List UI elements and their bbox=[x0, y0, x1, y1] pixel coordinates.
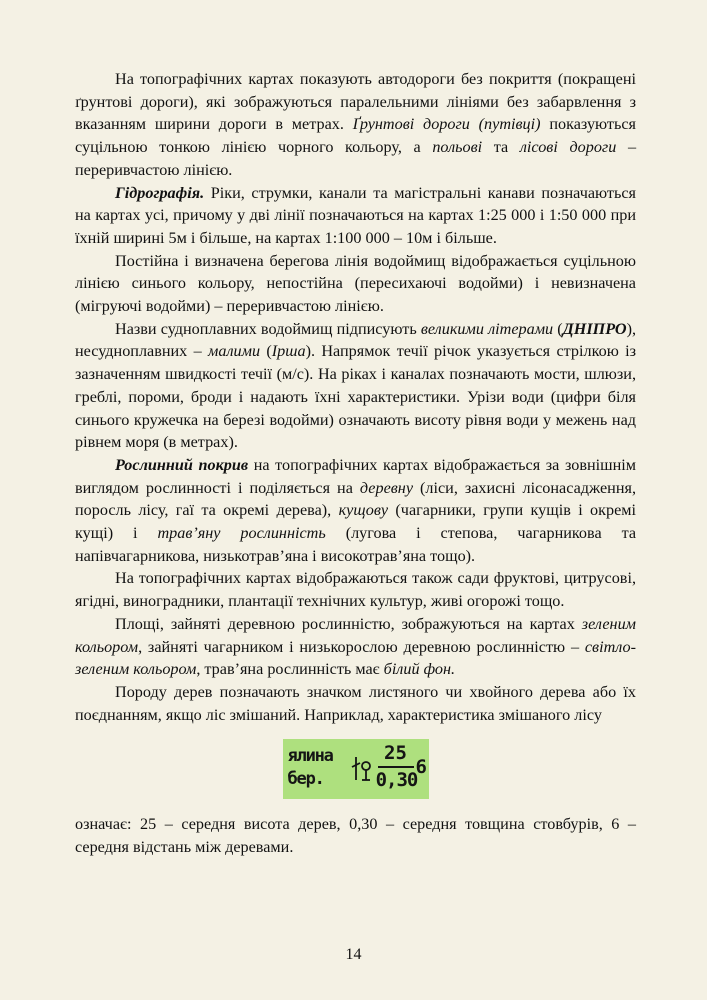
paragraph-water-names: Назви судноплавних водоймищ підписують великими літерами (ДНІПРО), несудноплавних – малими (Ірша). Напрямок течії річок указується стрілкою із зазначенням швидкості течії (м/с). На ріках і каналах позначають мости, шлюзи, греблі, пороми, броди і надають їхні характеристики. Урізи води (цифри біля синього кружечка на березі водойми) означають висоту рівня води у межень над рівнем моря (в метрах). bbox=[75, 319, 637, 452]
mixed-tree-icon bbox=[351, 754, 373, 784]
paragraph-colors: Площі, зайняті деревною рослинністю, зображуються на картах зеленим кольором, зайняті чагарником і низькорослою деревною рослинністю – світло-зеленим кольором, трав’яна рослинність має білий фон. bbox=[75, 614, 636, 679]
hydrography-heading: Гідрографія. bbox=[115, 183, 205, 202]
paragraph-gardens: На топографічних картах відображаються також сади фруктові, цитрусові, ягідні, виноградники, плантації технічних культур, живі огорожі тощо. bbox=[75, 569, 636, 611]
legend-height: 25 bbox=[384, 742, 407, 765]
page-number: 14 bbox=[345, 946, 362, 963]
vegetation-heading: Рослинний покрив bbox=[115, 455, 249, 474]
paragraph-roads: На топографічних картах показують автодороги без покриття (покращені ґрунтові дороги), які зображуються паралельними лініями без забарвлення з вказанням ширини дороги в метрах. Ґрунтові дороги (путівці) показуються суцільною тонкою лінією чорного кольору, а польові та лісові дороги – переривчастою лінією. bbox=[75, 70, 637, 179]
legend-species-1: ялина bbox=[287, 746, 333, 767]
legend-spacing: 6 bbox=[415, 756, 427, 779]
paragraph-hydrography: Гідрографія. Ріки, струмки, канали та магістральні канави позначаються на картах усі, причому у дві лінії позначаються на картах 1:25 000 і 1:50 000 при їхній ширині 5м і більше, на картах 1:100 000 – 10м і більше. bbox=[75, 183, 637, 247]
paragraph-tree-species: Породу дерев позначають значком листяного чи хвойного дерева або їх поєднанням, якщо ліс змішаний. Наприклад, характеристика змішаного лісу bbox=[75, 682, 636, 724]
legend-species-2: бер. bbox=[287, 769, 324, 790]
legend-fraction-bar bbox=[378, 766, 414, 768]
forest-legend-box bbox=[283, 739, 429, 799]
legend-thickness: 0,30 bbox=[375, 769, 418, 792]
paragraph-vegetation: Рослинний покрив на топографічних картах відображається за зовнішнім виглядом рослинності і поділяється на деревну (ліси, захисні лісонасадження, поросль лісу, гаї та окремі дерева), кущову (чагарники, групи кущів і окремі кущі) і трав’яну рослинність (лугова і степова, чагарникова та напівчагарникова, низькотрав’яна і високотрав’яна тощо). bbox=[75, 455, 637, 565]
paragraph-shoreline: Постійна і визначена берегова лінія водоймищ відображається суцільною лінією синього кольору, непостійна (пересихаючі водойми) і невизначена (мігруючі водойми) – переривчастою лінією. bbox=[75, 251, 636, 316]
page-body bbox=[75, 68, 636, 859]
paragraph-legend-explanation: означає: 25 – середня висота дерев, 0,30 – середня товщина стовбурів, 6 – середня відстань між деревами. bbox=[75, 815, 636, 857]
forest-legend bbox=[75, 739, 636, 799]
